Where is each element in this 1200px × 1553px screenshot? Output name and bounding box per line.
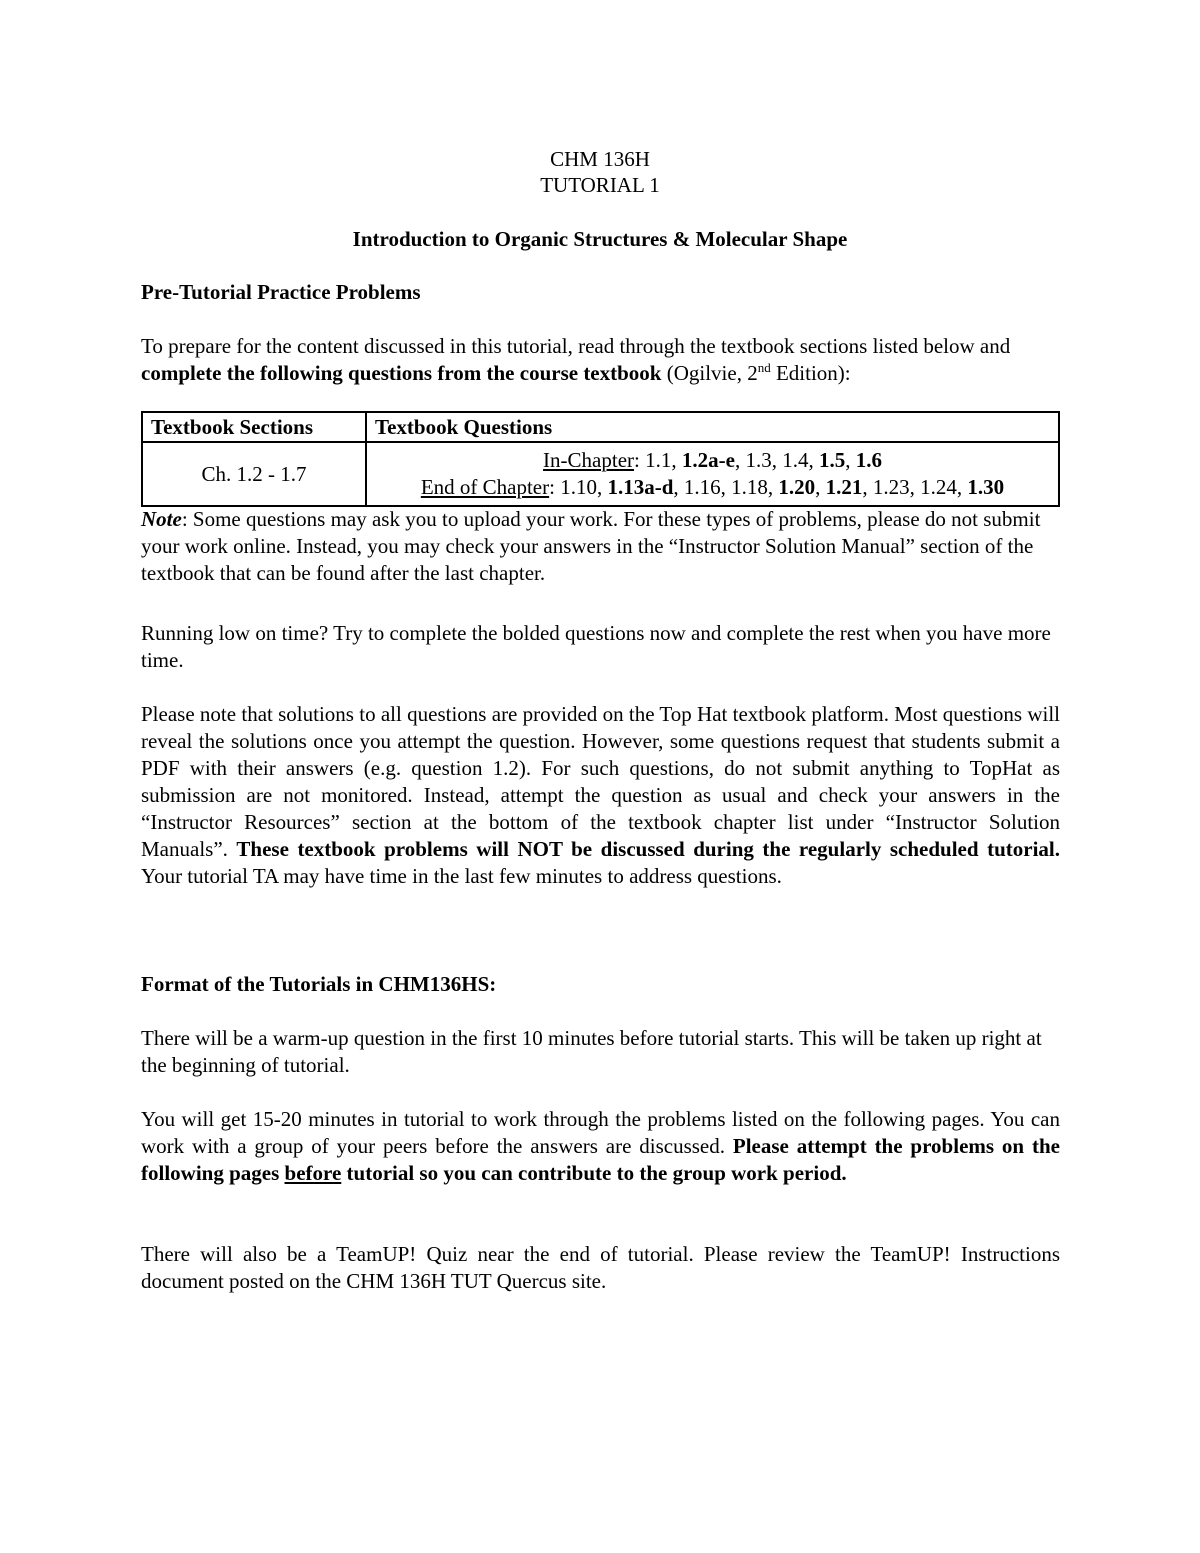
- table-header-questions: Textbook Questions: [366, 412, 1059, 442]
- table-cell-sections: Ch. 1.2 - 1.7: [142, 442, 366, 506]
- in-chapter-colon: :: [634, 448, 646, 472]
- question-item-bold: 1.30: [967, 475, 1005, 499]
- end-chapter-colon: :: [549, 475, 561, 499]
- intro-text-3: Edition):: [770, 361, 851, 385]
- pretutorial-intro: [141, 333, 1060, 387]
- question-separator: ,: [845, 448, 856, 472]
- end-chapter-label: End of Chapter: [420, 475, 550, 499]
- note-paragraph: [141, 506, 1060, 587]
- pretutorial-heading: Pre-Tutorial Practice Problems: [141, 280, 421, 304]
- note-text: : Some questions may ask you to upload your work. For these types of problems, please do not submit your work online. Instead, you may check your answers in the “Instructor Solution Manual” section of the textbook that can be found after the last chapter.: [141, 507, 1041, 585]
- running-low-paragraph: Running low on time? Try to complete the bolded questions now and complete the rest when you have more time.: [141, 621, 1051, 672]
- intro-text-1: To prepare for the content discussed in this tutorial, read through the textbook sections listed below and: [141, 334, 1011, 358]
- question-item-bold: 1.21: [825, 475, 863, 499]
- intro-superscript: nd: [757, 360, 771, 375]
- in-chapter-line: [375, 447, 1050, 474]
- note-label: Note: [141, 507, 182, 531]
- warmup-paragraph: There will be a warm-up question in the first 10 minutes before tutorial starts. This will be taken up right at the beginning of tutorial.: [141, 1026, 1042, 1077]
- solutions-text: Please note that solutions to all questions are provided on the Top Hat textbook platform. Most questions will reveal the solutions once you attempt the question. However, some questions request that students submit a PDF with their answers (e.g. question 1.2). For such questions, do not submit anything to TopHat as submission are not monitored. Instead, attempt the question as usual and check your answers in the “Instructor Resources” section at the bottom of the textbook chapter list under “Instructor Solution Manuals”.: [141, 702, 1060, 861]
- question-item-bold: 1.13a-d: [607, 475, 674, 499]
- solutions-paragraph: [141, 701, 1060, 890]
- quiz-paragraph: There will also be a TeamUP! Quiz near the end of tutorial. Please review the TeamUP! Instructions document posted on the CHM 136H TUT Quercus site.: [141, 1242, 1060, 1293]
- table-cell-questions: [366, 442, 1059, 506]
- question-item: , 1.16, 1.18,: [673, 475, 779, 499]
- question-item: , 1.23, 1.24,: [862, 475, 968, 499]
- end-of-chapter-line: [375, 474, 1050, 501]
- work-bold-2: tutorial so you can contribute to the group work period.: [341, 1161, 847, 1185]
- intro-text-2: (Ogilvie, 2: [661, 361, 758, 385]
- question-item-bold: 1.2a-e: [681, 448, 735, 472]
- work-paragraph: [141, 1106, 1060, 1187]
- table-header-sections: Textbook Sections: [142, 412, 366, 442]
- format-heading: Format of the Tutorials in CHM136HS:: [141, 972, 497, 996]
- work-text: You will get 15-20 minutes in tutorial to work through the problems listed on the following pages. You can work with a group of your peers before the answers are discussed.: [141, 1107, 1060, 1158]
- question-item: 1.1,: [645, 448, 682, 472]
- tutorial-number: TUTORIAL 1: [540, 173, 660, 197]
- textbook-table: [141, 411, 1060, 507]
- course-code: CHM 136H: [550, 147, 650, 171]
- question-item: 1.10,: [560, 475, 608, 499]
- question-item-bold: 1.20: [778, 475, 816, 499]
- intro-bold: complete the following questions from the course textbook: [141, 361, 662, 385]
- question-item: , 1.3, 1.4,: [734, 448, 819, 472]
- in-chapter-label: In-Chapter: [543, 448, 635, 472]
- question-separator: ,: [815, 475, 826, 499]
- question-item-bold: 1.5: [818, 448, 846, 472]
- solutions-tail: Your tutorial TA may have time in the last few minutes to address questions.: [141, 864, 782, 888]
- question-item-bold: 1.6: [855, 448, 882, 472]
- work-underline: before: [284, 1161, 342, 1185]
- tutorial-topic: Introduction to Organic Structures & Molecular Shape: [352, 227, 848, 251]
- work-bold-1: Please attempt the problems on the following pages: [141, 1134, 1060, 1185]
- solutions-bold: These textbook problems will NOT be discussed during the regularly scheduled tutorial.: [236, 837, 1060, 861]
